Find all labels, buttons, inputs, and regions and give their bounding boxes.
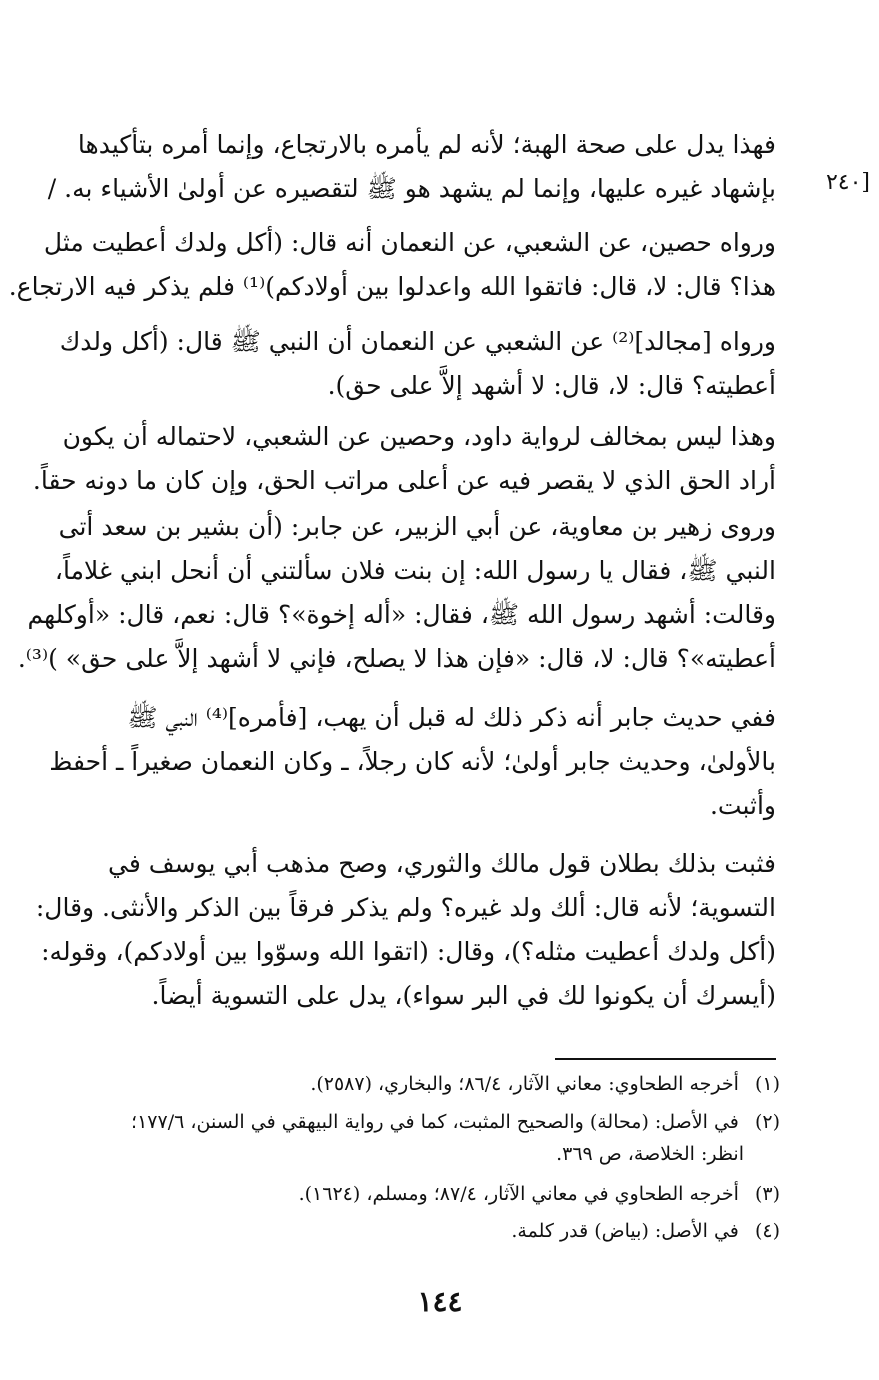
text-line: وأثبت. — [709, 791, 776, 820]
footnote-number: (٢) — [754, 1111, 780, 1133]
footnote-text: في الأصل: (محالة) والصحيح المثبت، كما في رواية البيهقي في السنن، ١٧٧/٦؛ — [131, 1111, 739, 1133]
footnote-line — [190, 1138, 780, 1170]
paragraph-5 — [17, 505, 776, 681]
footnote-line — [190, 1178, 780, 1210]
text-line: النبي ﷺ، فقال يا رسول الله: إن بنت فلان سألتني أن أنحل ابني غلاماً، — [54, 556, 776, 585]
text-line: التسوية؛ لأنه قال: ألك ولد غيره؟ ولم يذكر فرقاً بين الذكر والأنثى. وقال: — [35, 893, 776, 922]
footnote-3 — [190, 1178, 780, 1210]
paragraph-2 — [8, 221, 776, 309]
text-line: ورواه [مجالد]⁽²⁾ عن الشعبي عن النعمان أن النبي ﷺ قال: (أكل ولدك — [59, 327, 776, 356]
footnote-1 — [190, 1068, 780, 1100]
text-line: (أكل ولدك أعطيت مثله؟)، وقال: (اتقوا الله وسوّوا بين أولادكم)، وقوله: — [41, 937, 776, 966]
text-line: أعطيته»؟ قال: لا، قال: «فإن هذا لا يصلح، فإني لا أشهد إلاَّ على حق» )⁽³⁾. — [17, 644, 776, 673]
footnote-number: (١) — [754, 1073, 780, 1095]
footnote-text: انظر: الخلاصة، ص ٣٦٩. — [556, 1143, 744, 1165]
footnote-text: أخرجه الطحاوي: معاني الآثار، ٨٦/٤؛ والبخاري، (٢٥٨٧). — [310, 1073, 739, 1095]
text-line: فهذا يدل على صحة الهبة؛ لأنه لم يأمره بالارتجاع، وإنما أمره بتأكيدها — [77, 130, 776, 159]
text-line: بإشهاد غيره عليها، وإنما لم يشهد هو ﷺ لتقصيره عن أولىٰ الأشياء به. / — [47, 174, 776, 203]
text-line: هذا؟ قال: لا، قال: فاتقوا الله واعدلوا بين أولادكم)⁽¹⁾ فلم يذكر فيه الارتجاع. — [8, 272, 776, 301]
footnote-line — [190, 1068, 780, 1100]
paragraph-1 — [26, 123, 776, 211]
text-line: أعطيته؟ قال: لا، قال: لا أشهد إلاَّ على حق). — [327, 371, 776, 400]
text-line: وهذا ليس بمخالف لرواية داود، وحصين عن الشعبي، لاحتماله أن يكون — [62, 422, 776, 451]
paragraph-6 — [26, 696, 776, 828]
footnote-text: في الأصل: (بياض) قدر كلمة. — [511, 1220, 739, 1242]
text-line: (أيسرك أن يكونوا لك في البر سواء)، يدل على التسوية أيضاً. — [151, 981, 776, 1010]
paragraph-7 — [26, 842, 776, 1018]
footnote-line — [190, 1215, 780, 1247]
footnote-2 — [131, 1106, 780, 1170]
text-line: فثبت بذلك بطلان قول مالك والثوري، وصح مذهب أبي يوسف في — [107, 849, 776, 878]
footnote-separator — [555, 1058, 776, 1060]
paragraph-4 — [26, 415, 776, 503]
text-line: ففي حديث جابر أنه ذكر ذلك له قبل أن يهب، [فأمره]⁽⁴⁾ النبي ﷺ — [127, 703, 776, 732]
text-line: ورواه حصين، عن الشعبي، عن النعمان أنه قال: (أكل ولدك أعطيت مثل — [43, 228, 776, 257]
text-line: بالأولىٰ، وحديث جابر أولىٰ؛ لأنه كان رجلاً، ـ وكان النعمان صغيراً ـ أحفظ — [49, 747, 776, 776]
text-line: وروى زهير بن معاوية، عن أبي الزبير، عن جابر: (أن بشير بن سعد أتى — [58, 512, 776, 541]
text-line: وقالت: أشهد رسول الله ﷺ، فقال: «أله إخوة»؟ قال: نعم، قال: «أوكلهم — [27, 600, 776, 629]
paragraph-3 — [26, 320, 776, 408]
text-line: أراد الحق الذي لا يقصر فيه عن أعلى مراتب الحق، وإن كان ما دونه حقاً. — [32, 466, 776, 495]
footnote-text: أخرجه الطحاوي في معاني الآثار، ٨٧/٤؛ ومسلم، (١٦٢٤). — [298, 1183, 739, 1205]
page-number: ١٤٤ — [417, 1285, 463, 1318]
footnote-number: (٤) — [754, 1220, 780, 1242]
footnote-4 — [190, 1215, 780, 1247]
footnote-line — [131, 1106, 780, 1138]
marginal-page-reference: [٢٤٠ — [825, 170, 870, 195]
footnote-number: (٣) — [754, 1183, 780, 1205]
